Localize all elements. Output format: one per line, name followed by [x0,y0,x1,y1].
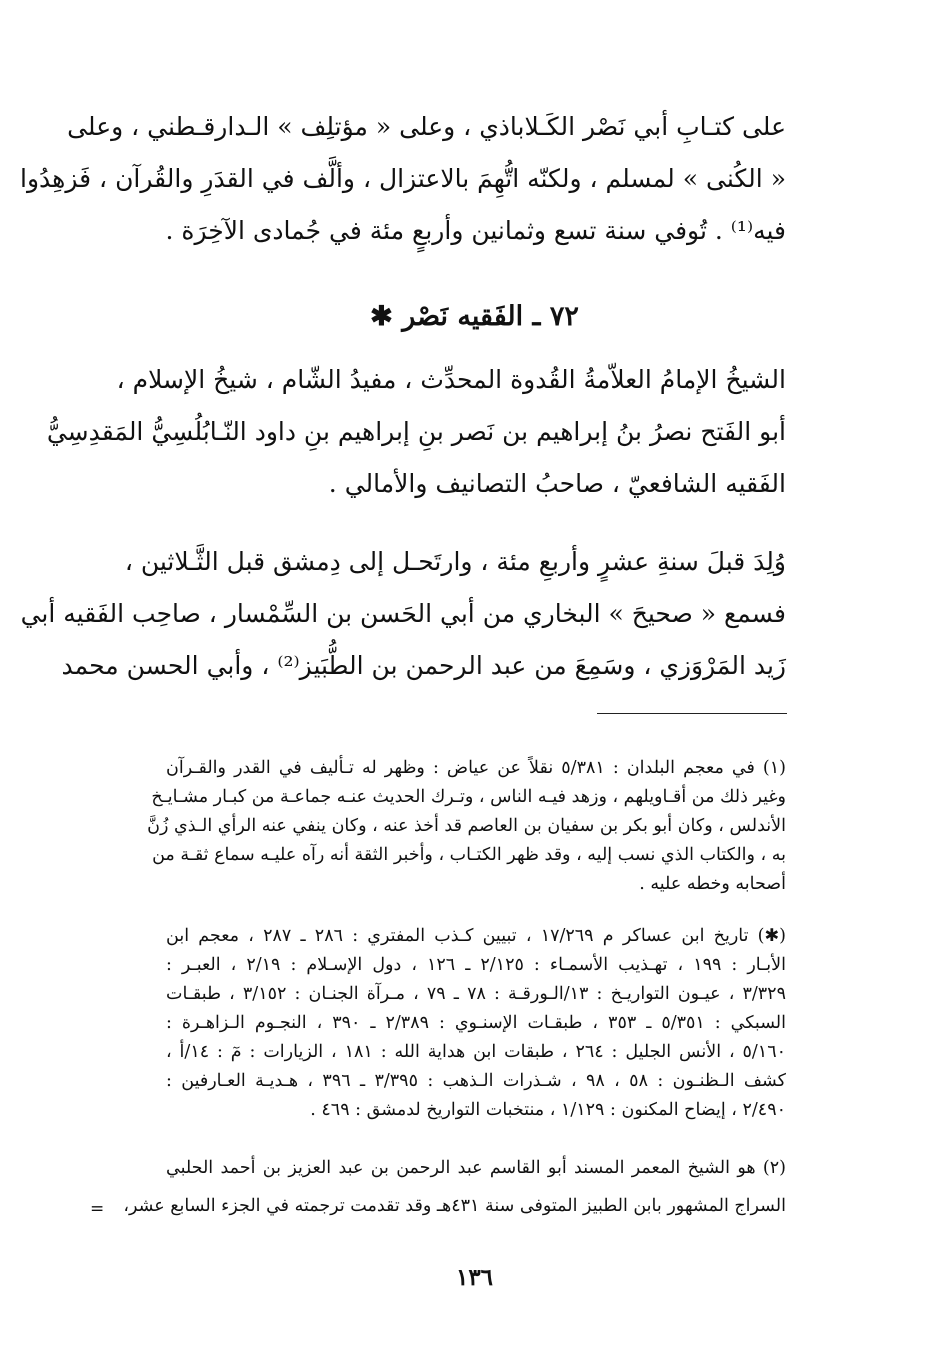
continuation-mark: = [90,1199,105,1219]
bio-line: الشيخُ الإمامُ العلاّمةُ القُدوة المحدِّث ، مفيدُ الشّام ، شيخُ الإسلام ، [116,365,786,394]
birth-line: وُلِدَ قبلَ سنةِ عشرٍ وأربعِ مئة ، وارتَحـل إلى دِمشق قبل الثَّـلاثين ، [124,547,786,576]
footnote-line: ٣/٣٢٩ ، عيـون التواريـخ : ١٣/الـورقـة : ٧٨ ـ ٧٩ ، مـرآة الجنـان : ٣/١٥٢ ، طبقـات [166,984,786,1004]
footnote-line: السراج المشهور بابن الطبيز المتوفى سنة ٤٣١هـ وقد تقدمت ترجمته في الجزء السابع عشر، [123,1196,786,1216]
footnote-line: به ، والكتاب الذي نسب إليه ، وقد ظهر الكتـاب ، وأخبر الثقة أنه رآه عليـه سماع ثقـة من [152,845,786,865]
footnote-line: أصحابه وخطه عليه . [639,874,786,894]
footnote-line: ٢/٤٩٠ ، إيضاح المكنون : ١/١٢٩ ، منتخبات التواريخ لدمشق : ٤٦٩ . [310,1100,786,1120]
bio-line: الفَقيه الشافعيّ ، صاحبُ التصانيف والأمالي . [328,469,786,498]
section-heading: ٧٢ ـ الفَقيه نَصْر ✱ [370,301,579,332]
footnote-line: (١) في معجم البلدان : ٥/٣٨١ نقلاً عن عياض : وظهر له تـأليف في القدر والقـرآن [166,758,786,778]
footnote-line: (✱) تاريخ ابن عساكر م ١٧/٢٦٩ ، تبيين كـذب المفتري : ٢٨٦ ـ ٢٨٧ ، معجم ابن [166,926,786,946]
footnote-line: وغير ذلك من أقـاويلهم ، وزهد فيـه الناس ، وتـرك الحديث عنـه جماعـة من كبـار مشـايـخ [151,787,786,807]
footnote-line: السبكي : ٥/٣٥١ ـ ٣٥٣ ، طبقـات الإسنـوي : ٢/٣٨٩ ـ ٣٩٠ ، النجـوم الـزاهـرة : [166,1013,786,1033]
footnote-line: كشف الـظنـون : ٥٨ ، ٩٨ ، شـذرات الـذهب : ٣/٣٩٥ ـ ٣٩٦ ، هـديـة العـارفين : [166,1071,786,1091]
footnote-separator [597,713,787,714]
footnote-line: الأبـار : ١٩٩ ، تهـذيب الأسمـاء : ٢/١٢٥ ـ ١٢٦ ، دول الإسـلام : ٢/١٩ ، العبـر : [166,955,786,975]
intro-line: فيه⁽¹⁾ . تُوفي سنة تسع وثمانين وأربعٍ مئة في جُمادى الآخِرَة . [165,216,786,245]
page-number: ١٣٦ [455,1264,494,1291]
footnote-line: الأندلس ، وكان أبو بكر بن سفيان بن العاصم قد أخذ عنه ، وكان ينفي عنه الرأي الـذي زُنَّ [147,816,786,836]
bio-line: أبو الفَتح نصرُ بنُ إبراهيم بن نَصر بنِ إبراهيم بنِ داود النّـابُلُسِيُّ المَقدِسِيُّ [46,417,786,446]
intro-line: على كتـابِ أبي نَصْر الكَـلاباذي ، وعلى « مؤتلِف » الـدارقـطني ، وعلى [67,112,786,141]
footnote-line: (٢) هو الشيخ المعمر المسند أبو القاسم عبد الرحمن بن عبد العزيز بن أحمد الحلبي [166,1158,786,1178]
footnote-line: ٥/١٦٠ ، الأنس الجليل : ٢٦٤ ، طبقات ابن هداية الله : ١٨١ ، الزيارات : مٓ : ١٤/أ ، [166,1042,786,1062]
birth-line: فسمع « صحيحَ » البخاري من أبي الحَسن بن السِّمْسار ، صاحِب الفَقيه أبي [20,599,786,628]
intro-line: « الكُنى » لمسلم ، ولكنّه اتُّهِمَ بالاعتزال ، وألَّف في القدَرِ والقُرآن ، فَزهِدُوا [20,164,786,193]
birth-line: زَيد المَرْوَزي ، وسَمِعَ من عبد الرحمن بن الطُّبَيز⁽²⁾ ، وأبي الحسن محمد [61,651,786,680]
